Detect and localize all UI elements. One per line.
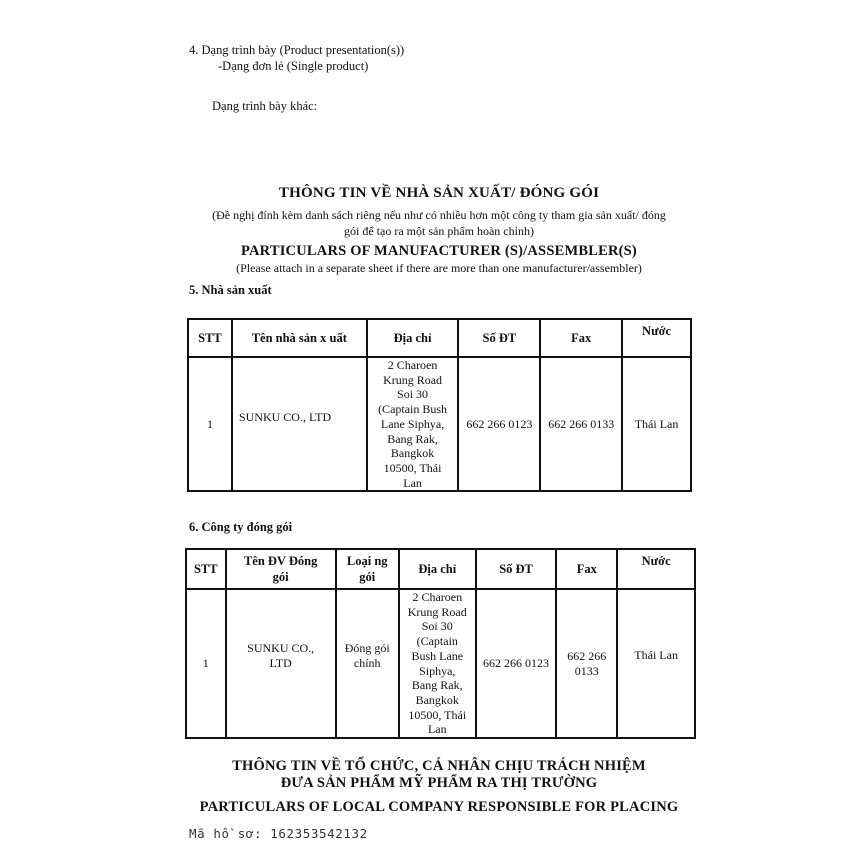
- address-line: (Captain Bush: [378, 402, 448, 417]
- address-line: Bush Lane: [411, 648, 464, 663]
- cell-stt: 1: [188, 357, 232, 491]
- address-line: Lan: [427, 722, 447, 737]
- section-5-heading: 5. Nhà sản xuất: [189, 283, 272, 297]
- col-country: Nước: [622, 319, 691, 357]
- col-fax: Fax: [556, 549, 617, 589]
- col-address: Địa chỉ: [367, 319, 459, 357]
- manufacturer-table: [187, 318, 692, 492]
- single-product-option: -Dạng đơn lẻ (Single product): [218, 59, 369, 73]
- section-6-heading: 6. Công ty đóng gói: [189, 520, 293, 534]
- cell-stt: 1: [186, 589, 226, 738]
- cell-country: Thái Lan: [622, 357, 691, 491]
- col-phone: Số ĐT: [458, 319, 540, 357]
- fax-line: 662 266: [567, 648, 607, 663]
- address-line: Bang Rak,: [411, 678, 463, 693]
- address-line: Lan: [403, 475, 422, 490]
- address-line: Soi 30: [421, 619, 453, 634]
- cell-manufacturer-name: SUNKU CO., LTD: [232, 357, 367, 491]
- responsible-title-en: PARTICULARS OF LOCAL COMPANY RESPONSIBLE FOR PLACING: [199, 799, 679, 815]
- cell-packaging-type: [336, 589, 399, 738]
- address-line: Bangkok: [390, 446, 435, 461]
- file-code: Mã hồ sơ: 162353542132: [189, 826, 368, 841]
- address-line: Soi 30: [397, 387, 429, 402]
- col-assembler-name: [226, 549, 336, 589]
- cell-assembler-name: [226, 589, 336, 738]
- address-line: Krung Road: [407, 604, 467, 619]
- col-address: Địa chỉ: [399, 549, 476, 589]
- address-line: Bangkok: [415, 692, 459, 707]
- assembler-table: [185, 548, 696, 739]
- manufacturer-title-vn: THÔNG TIN VỀ NHÀ SẢN XUẤT/ ĐÓNG GÓI: [278, 185, 600, 201]
- name-line: SUNKU CO.,: [247, 640, 315, 655]
- table-header-row: [188, 319, 691, 357]
- address-line: 10500, Thái: [408, 707, 467, 722]
- table-row: [186, 589, 695, 738]
- address-line: 2 Charoen: [412, 590, 463, 604]
- col-stt: STT: [188, 319, 232, 357]
- table-header-row: [186, 549, 695, 589]
- col-packaging-type: [336, 549, 399, 589]
- cell-country: Thái Lan: [617, 589, 695, 738]
- address-line: Siphya,: [419, 663, 456, 678]
- col-manufacturer-name: Tên nhà sản x uất: [232, 319, 367, 357]
- address-line: Bang Rak,: [387, 431, 438, 446]
- col-fax: Fax: [540, 319, 622, 357]
- cell-address: [367, 357, 459, 491]
- cell-fax: 662 266 0133: [540, 357, 622, 491]
- cell-fax: [556, 589, 617, 738]
- header-line: gói: [359, 570, 376, 584]
- manufacturer-info-header: [150, 185, 728, 239]
- col-country: Nước: [617, 549, 695, 589]
- name-line: LTD: [269, 655, 292, 670]
- manufacturer-title-en: PARTICULARS OF MANUFACTURER (S)/ASSEMBLER(S): [241, 243, 637, 259]
- cell-address: [399, 589, 476, 738]
- col-phone: Số ĐT: [476, 549, 556, 589]
- section-4-heading: 4. Dạng trình bày (Product presentation(s)): [189, 43, 405, 57]
- address-line: 10500, Thái: [383, 460, 442, 475]
- fax-line: 0133: [574, 663, 599, 678]
- other-presentation-label: Dạng trình bày khác:: [212, 99, 318, 113]
- header-line: gói: [272, 570, 289, 584]
- address-line: Lane Siphya,: [380, 416, 445, 431]
- cell-phone: 662 266 0123: [458, 357, 540, 491]
- table-row: [188, 357, 691, 491]
- manufacturer-note-en: (Please attach in a separate sheet if there are more than one manufacturer/assembler): [236, 261, 642, 275]
- type-line: Đóng gói: [344, 640, 390, 655]
- address-line: 2 Charoen: [387, 358, 438, 372]
- address-line: Krung Road: [383, 372, 443, 387]
- col-stt: STT: [186, 549, 226, 589]
- type-line: chính: [353, 655, 381, 670]
- responsible-title-vn-1: THÔNG TIN VỀ TỔ CHỨC, CÁ NHÂN CHỊU TRÁCH NHIỆM: [232, 758, 646, 774]
- responsible-title-vn-2: ĐƯA SẢN PHẨM MỸ PHẨM RA THỊ TRƯỜNG: [280, 775, 598, 791]
- cell-phone: 662 266 0123: [476, 589, 556, 738]
- header-line: Loại ng: [346, 554, 388, 568]
- manufacturer-note-vn-1: (Đề nghị đính kèm danh sách riêng nếu như có nhiều hơn một công ty tham gia sản xuất/ đóng: [212, 208, 666, 222]
- manufacturer-note-vn-2: gói để tạo ra một sản phẩm hoàn chỉnh): [344, 224, 534, 238]
- header-line: Tên ĐV Đóng: [243, 554, 318, 568]
- address-line: (Captain: [416, 634, 458, 649]
